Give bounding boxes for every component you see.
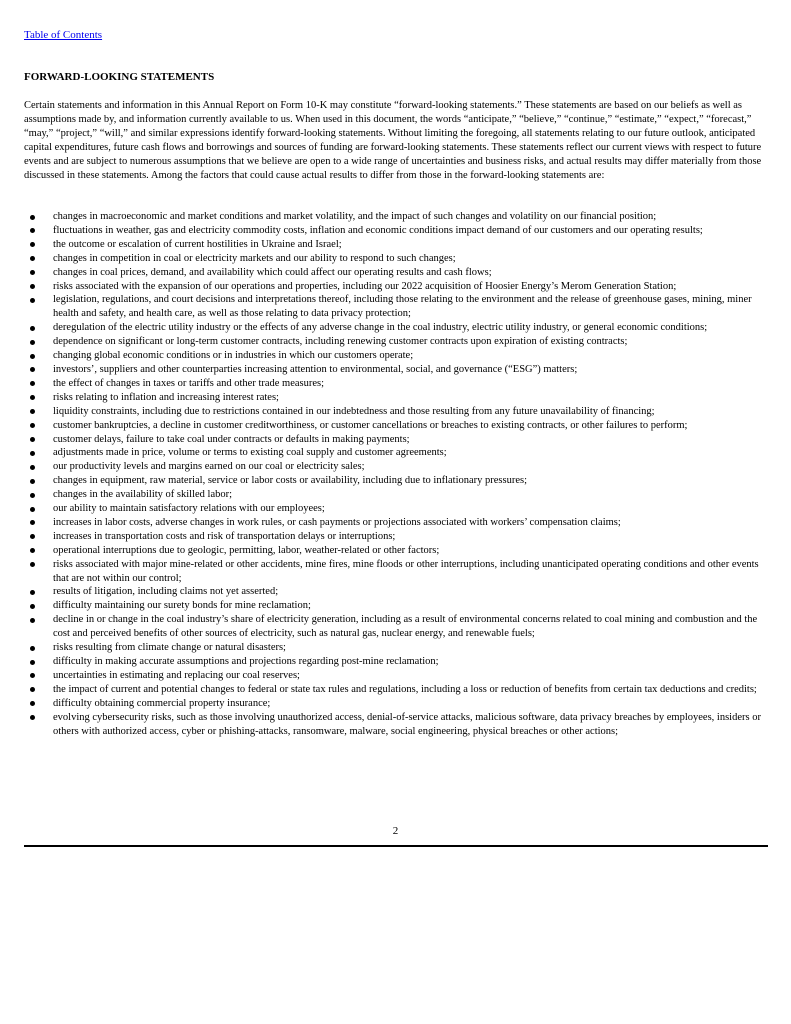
bullet-icon (30, 228, 35, 233)
list-item-text: decline in or change in the coal industry’s share of electricity generation, including as a result of environmental concerns related to coal mining and combustion and the cost and perceived benefits of other sources of electricity, such as natural gas, nuclear energy, and renewable fuels; (53, 614, 758, 640)
list-item (24, 363, 768, 377)
list-item (24, 655, 768, 669)
list-item-text: liquidity constraints, including due to restrictions contained in our indebtedness and those resulting from any future unavailability of financing; (53, 405, 655, 417)
list-item (24, 599, 768, 613)
list-item (24, 544, 768, 558)
list-item-text: risks relating to inflation and increasing interest rates; (53, 391, 279, 403)
list-item (24, 460, 768, 474)
list-item (24, 335, 768, 349)
bullet-icon (30, 465, 35, 470)
list-item (24, 405, 768, 419)
list-item-text: difficulty obtaining commercial property insurance; (53, 697, 271, 709)
bullet-icon (30, 367, 35, 372)
list-item (24, 711, 768, 739)
bullet-icon (30, 701, 35, 706)
list-item-text: risks associated with major mine-related or other accidents, mine fires, mine floods or other interruptions, including unanticipated operating conditions and other events that are not within our control; (53, 558, 759, 584)
list-item-text: the effect of changes in taxes or tariffs and other trade measures; (53, 377, 325, 389)
bullet-icon (30, 520, 35, 525)
list-item (24, 238, 768, 252)
list-item (24, 613, 768, 641)
list-item (24, 280, 768, 294)
bullet-icon (30, 604, 35, 609)
bullet-icon (30, 256, 35, 261)
list-item-text: difficulty maintaining our surety bonds for mine reclamation; (53, 600, 311, 612)
list-item-text: risks resulting from climate change or natural disasters; (53, 642, 286, 654)
table-of-contents-link[interactable]: Table of Contents (24, 29, 103, 41)
bullet-icon (30, 423, 35, 428)
bullet-icon (30, 215, 35, 220)
risk-factor-list (24, 210, 768, 738)
list-item-text: adjustments made in price, volume or terms to existing coal supply and customer agreements; (53, 447, 447, 459)
list-item (24, 224, 768, 238)
list-item (24, 516, 768, 530)
list-item (24, 474, 768, 488)
bullet-icon (30, 479, 35, 484)
bullet-icon (30, 687, 35, 692)
bullet-icon (30, 326, 35, 331)
bullet-icon (30, 618, 35, 623)
list-item-text: operational interruptions due to geologic, permitting, labor, weather-related or other factors; (53, 544, 440, 556)
list-item-text: legislation, regulations, and court decisions and interpretations thereof, including those relating to the environment and the release of greenhouse gases, mining, miner health and safety, and health care, as well as those relating to data privacy protection; (53, 294, 752, 320)
list-item-text: our ability to maintain satisfactory relations with our employees; (53, 503, 325, 515)
page-number: 2 (392, 825, 399, 837)
list-item-text: the outcome or escalation of current hostilities in Ukraine and Israel; (53, 238, 342, 250)
list-item (24, 585, 768, 599)
list-item-text: customer delays, failure to take coal under contracts or defaults in making payments; (53, 433, 410, 445)
bullet-icon (30, 354, 35, 359)
bullet-icon (30, 437, 35, 442)
list-item (24, 502, 768, 516)
list-item-text: uncertainties in estimating and replacing our coal reserves; (53, 669, 300, 681)
bullet-icon (30, 548, 35, 553)
list-item-text: changes in the availability of skilled labor; (53, 489, 233, 501)
list-item-text: evolving cybersecurity risks, such as those involving unauthorized access, denial-of-service attacks, malicious software, data privacy breaches by employees, insiders or others with authorized access, cyber or phishing-attacks, ransomware, malware, social engineering, physical breaches or other actions; (53, 711, 761, 737)
list-item-text: changes in coal prices, demand, and availability which could affect our operating results and cash flows; (53, 266, 492, 278)
list-item-text: risks associated with the expansion of our operations and properties, including our 2022 acquisition of Hoosier Energy’s Merom Generation Station; (53, 280, 677, 292)
bullet-icon (30, 562, 35, 567)
bullet-icon (30, 270, 35, 275)
list-item (24, 641, 768, 655)
list-item-text: our productivity levels and margins earned on our coal or electricity sales; (53, 461, 365, 473)
bullet-icon (30, 646, 35, 651)
bullet-icon (30, 673, 35, 678)
list-item-text: changing global economic conditions or in industries in which our customers operate; (53, 350, 414, 362)
bullet-icon (30, 242, 35, 247)
list-item (24, 697, 768, 711)
list-item-text: changes in macroeconomic and market conditions and market volatility, and the impact of such changes and volatility on our financial position; (53, 211, 657, 222)
bullet-icon (30, 660, 35, 665)
bullet-icon (30, 284, 35, 289)
bullet-icon (30, 451, 35, 456)
bullet-icon (30, 534, 35, 539)
list-item (24, 252, 768, 266)
list-item-text: customer bankruptcies, a decline in customer creditworthiness, or customer cancellations or breaches to existing contracts, or other failures to perform; (53, 419, 688, 431)
list-item (24, 391, 768, 405)
list-item (24, 419, 768, 433)
list-item (24, 349, 768, 363)
list-item-text: dependence on significant or long-term customer contracts, including renewing customer contracts upon expiration of existing contracts; (53, 336, 628, 348)
list-item (24, 293, 768, 321)
list-item (24, 683, 768, 697)
list-item-text: deregulation of the electric utility industry or the effects of any adverse change in the coal industry, electric utility industry, or general economic conditions; (53, 322, 708, 334)
list-item (24, 488, 768, 502)
list-item (24, 266, 768, 280)
bullet-icon (30, 381, 35, 386)
list-item (24, 377, 768, 391)
list-item-text: changes in competition in coal or electricity markets and our ability to respond to such changes; (53, 252, 456, 264)
list-item-text: fluctuations in weather, gas and electricity commodity costs, inflation and economic conditions impact demand of our customers and our operating results; (53, 224, 703, 236)
list-item (24, 433, 768, 447)
bullet-icon (30, 715, 35, 720)
list-item (24, 446, 768, 460)
bullet-icon (30, 298, 35, 303)
bullet-icon (30, 409, 35, 414)
list-item-text: increases in labor costs, adverse changes in work rules, or cash payments or projections associated with workers’ compensation claims; (53, 516, 621, 528)
bullet-icon (30, 590, 35, 595)
list-item-text: investors’, suppliers and other counterparties increasing attention to environmental, social, and governance (“ESG”) matters; (53, 363, 578, 375)
list-item-text: increases in transportation costs and risk of transportation delays or interruptions; (53, 530, 396, 542)
page-break-rule (24, 845, 768, 847)
list-item-text: changes in equipment, raw material, service or labor costs or availability, including due to inflationary pressures; (53, 475, 528, 487)
bullet-icon (30, 395, 35, 400)
bullet-icon (30, 340, 35, 345)
bullet-icon (30, 507, 35, 512)
list-item (24, 210, 768, 224)
section-heading: FORWARD-LOOKING STATEMENTS (24, 71, 215, 83)
list-item (24, 558, 768, 586)
list-item (24, 321, 768, 335)
list-item-text: difficulty in making accurate assumptions and projections regarding post-mine reclamation; (53, 656, 439, 667)
list-item (24, 669, 768, 683)
intro-paragraph: Certain statements and information in this Annual Report on Form 10-K may constitute “forward-looking statements.” These statements are based on our beliefs as well as assumptions made by, and information currently available to us. When used in this document, the words “anticipate,” “believe,” “continue,” “estimate,” “expect,” “forecast,” “may,” “project,” “will,” and similar expressions identify forward-looking statements. Without limiting the foregoing, all statements relating to our future outlook, anticipated capital expenditures, future cash flows and borrowings and sources of funding are forward-looking statements. These statements reflect our current views with respect to future events and are subject to numerous assumptions that we believe are open to a wide range of uncertainties and business risks, and actual results may differ materially from those discussed in these statements. Among the factors that could cause actual results to differ from those in the forward-looking statements are: (24, 100, 762, 181)
list-item-text: the impact of current and potential changes to federal or state tax rules and regulations, including a loss or reduction of benefits from certain tax deductions and credits; (53, 683, 757, 695)
list-item-text: results of litigation, including claims not yet asserted; (53, 586, 279, 598)
bullet-icon (30, 493, 35, 498)
list-item (24, 530, 768, 544)
